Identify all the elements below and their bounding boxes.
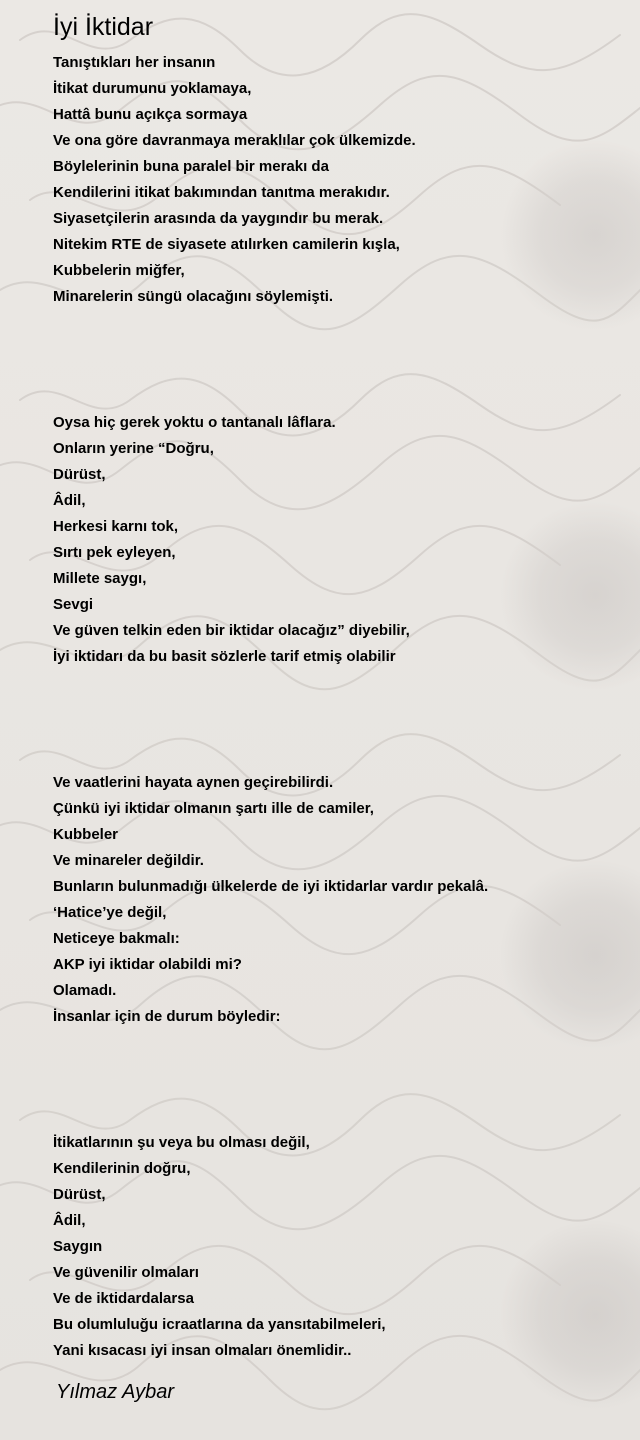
poem-line: Tanıştıkları her insanın: [53, 54, 216, 71]
poem-line: Bu olumluluğu icraatlarına da yansıtabilmeleri,: [53, 1316, 386, 1333]
poem-line: Sevgi: [53, 596, 94, 613]
poem-line: Sırtı pek eyleyen,: [53, 544, 176, 561]
poem-stanza: [53, 410, 633, 670]
poem-line: Neticeye bakmalı:: [53, 930, 180, 947]
poem-line: Böylelerinin buna paralel bir merakı da: [53, 158, 329, 175]
poem-line: İtikatlarının şu veya bu olması değil,: [53, 1134, 310, 1151]
poem-line: Ve minareler değildir.: [53, 852, 204, 869]
poem-line: Hattâ bunu açıkça sormaya: [53, 106, 248, 123]
poem-line: AKP iyi iktidar olabildi mi?: [53, 956, 242, 973]
poem-line: Çünkü iyi iktidar olmanın şartı ille de camiler,: [53, 800, 374, 817]
poem-line: Ve vaatlerini hayata aynen geçirebilirdi.: [53, 774, 334, 791]
poem-line: Kubbelerin miğfer,: [53, 262, 185, 279]
poem-stanza: [53, 1130, 633, 1364]
poem-line: Millete saygı,: [53, 570, 147, 587]
poem-line: Bunların bulunmadığı ülkelerde de iyi iktidarlar vardır pekalâ.: [53, 878, 489, 895]
poem-line: Saygın: [53, 1238, 103, 1255]
poem-line: Kendilerinin doğru,: [53, 1160, 191, 1177]
poem-line: Herkesi karnı tok,: [53, 518, 179, 535]
poem-line: Siyasetçilerin arasında da yaygındır bu merak.: [53, 210, 384, 227]
poem-line: Yani kısacası iyi insan olmaları önemlidir..: [53, 1342, 352, 1359]
poem-line: İyi iktidarı da bu basit sözlerle tarif etmiş olabilir: [53, 648, 396, 665]
poem-line: Âdil,: [53, 1212, 86, 1229]
poem-line: Nitekim RTE de siyasete atılırken camilerin kışla,: [53, 236, 400, 253]
poem-line: Dürüst,: [53, 466, 106, 483]
poem-author: Yılmaz Aybar: [56, 1381, 175, 1403]
poem-line: Onların yerine “Doğru,: [53, 440, 214, 457]
poem-line: Ve de iktidardalarsa: [53, 1290, 194, 1307]
poem-line: Olamadı.: [53, 982, 117, 999]
poem-line: Dürüst,: [53, 1186, 106, 1203]
poem-line: İnsanlar için de durum böyledir:: [53, 1008, 281, 1025]
poem-line: Minarelerin süngü olacağını söylemişti.: [53, 288, 334, 305]
poem-line: Kubbeler: [53, 826, 119, 843]
poem-line: Ve güvenilir olmaları: [53, 1264, 199, 1281]
poem-line: Oysa hiç gerek yoktu o tantanalı lâflara.: [53, 414, 336, 431]
poem-line: Kendilerini itikat bakımından tanıtma merakıdır.: [53, 184, 390, 201]
poem-stanza: [53, 50, 633, 310]
poem-title: İyi İktidar: [53, 13, 154, 41]
poem-line: Ve ona göre davranmaya meraklılar çok ülkemizde.: [53, 132, 416, 149]
poem-stanza: [53, 770, 633, 1030]
poem-line: İtikat durumunu yoklamaya,: [53, 80, 252, 97]
poem-line: Ve güven telkin eden bir iktidar olacağız” diyebilir,: [53, 622, 410, 639]
poem-line: Âdil,: [53, 492, 86, 509]
poem-line: ‘Hatice’ye değil,: [53, 904, 167, 921]
